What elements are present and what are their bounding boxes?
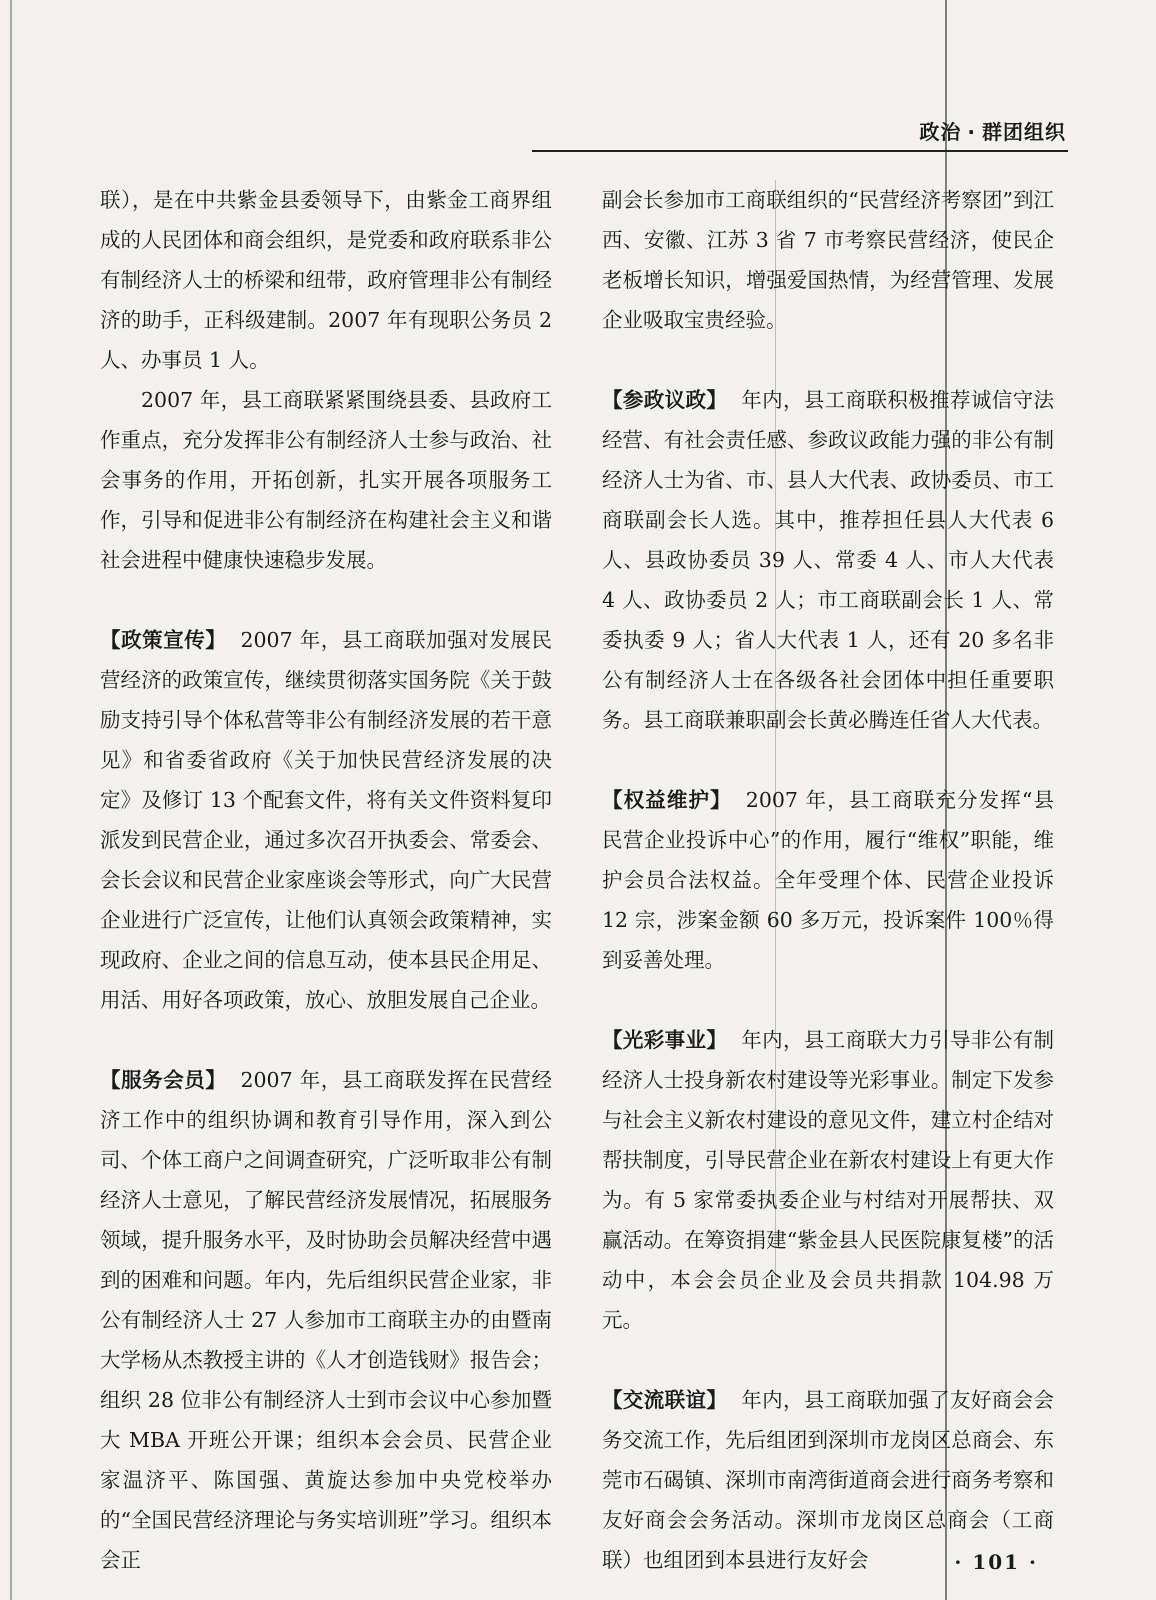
- section-title: 【参政议政】: [602, 388, 728, 412]
- section-text: 年内，县工商联加强了友好商会会务交流工作，先后组团到深圳市龙岗区总商会、东莞市石碣镇、深圳市南湾街道商会进行商务考察和友好商会会务活动。深圳市龙岗区总商会（工商联）也组团到本县进行友好会: [602, 1388, 1054, 1572]
- section-text: 2007 年，县工商联充分发挥“县民营企业投诉中心”的作用，履行“维权”职能，维护会员合法权益。全年受理个体、民营企业投诉 12 宗，涉案金额 60 多万元，投诉案件 100％得到妥善处理。: [602, 788, 1055, 972]
- section-member-service: [100, 1060, 552, 1580]
- section-text: 年内，县工商联积极推荐诚信守法经营、有社会责任感、参政议政能力强的非公有制经济人士为省、市、县人大代表、政协委员、市工商联副会长人选。其中，推荐担任县人大代表 6 人、县政协委员 39 人、常委 4 人、市人大代表 4 人、政协委员 2 人；市工商联副会长 1 人、常委执委 9 人；省人大代表 1 人，还有 20 多名非公有制经济人士在各级各社会团体中担任重要职务。县工商联兼职副会长黄必腾连任省人大代表。: [602, 388, 1054, 732]
- left-column: [100, 180, 552, 1580]
- section-text: 2007 年，县工商联发挥在民营经济工作中的组织协调和教育引导作用，深入到公司、个体工商户之间调查研究，广泛听取非公有制经济人士意见，了解民营经济发展情况，拓展服务领域，提升服务水平，及时协助会员解决经营中遇到的困难和问题。年内，先后组织民营企业家，非公有制经济人士 27 人参加市工商联主办的由暨南大学杨从杰教授主讲的《人才创造钱财》报告会；组织 28 位非公有制经济人士到市会议中心参加暨大 MBA 开班公开课；组织本会会员、民营企业家温济平、陈国强、黄旋达参加中央党校举办的“全国民营经济理论与务实培训班”学习。组织本会正: [100, 1068, 552, 1572]
- section-text: 2007 年，县工商联加强对发展民营经济的政策宣传，继续贯彻落实国务院《关于鼓励支持引导个体私营等非公有制经济发展的若干意见》和省委省政府《关于加快民营经济发展的决定》及修订 13 个配套文件，将有关文件资料复印派发到民营企业，通过多次召开执委会、常委会、会长会议和民营企业家座谈会等形式，向广大民营企业进行广泛宣传，让他们认真领会政策精神，实现政府、企业之间的信息互动，使本县民企用足、用活、用好各项政策，放心、放胆发展自己企业。: [100, 628, 552, 1012]
- section-title: 【权益维护】: [602, 788, 732, 812]
- section-political-participation: [602, 380, 1054, 740]
- section-text: 年内，县工商联大力引导非公有制经济人士投身新农村建设等光彩事业。制定下发参与社会主义新农村建设的意见文件，建立村企结对帮扶制度，引导民营企业在新农村建设上有更大作为。有 5 家常委执委企业与村结对开展帮扶、双赢活动。在筹资捐建“紫金县人民医院康复楼”的活动中，本会会员企业及会员共捐款 104.98 万元。: [602, 1028, 1054, 1332]
- scan-edge-line: [10, 0, 12, 1600]
- section-title: 【服务会员】: [100, 1068, 227, 1092]
- left-paragraph-2: 2007 年，县工商联紧紧围绕县委、县政府工作重点，充分发挥非公有制经济人士参与政治、社会事务的作用，开拓创新，扎实开展各项服务工作，引导和促进非公有制经济在构建社会主义和谐社会进程中健康快速稳步发展。: [100, 388, 552, 572]
- section-guangcai-cause: [602, 1020, 1054, 1340]
- right-paragraph-1: 副会长参加市工商联组织的“民营经济考察团”到江西、安徽、江苏 3 省 7 市考察民营经济，使民企老板增长知识，增强爱国热情，为经营管理、发展企业吸取宝贵经验。: [602, 188, 1054, 332]
- header-rule: [532, 150, 1068, 152]
- header-sub-title: 群团组织: [982, 120, 1066, 144]
- section-title: 【政策宣传】: [100, 628, 227, 652]
- header-main-title: 政治: [919, 120, 962, 144]
- section-rights-protection: [602, 780, 1054, 980]
- section-title: 【交流联谊】: [602, 1388, 728, 1412]
- header-separator: ·: [967, 120, 976, 144]
- left-paragraph-1: 联），是在中共紫金县委领导下，由紫金工商界组成的人民团体和商会组织，是党委和政府联系非公有制经济人士的桥梁和纽带，政府管理非公有制经济的助手，正科级建制。2007 年有现职公务员 2 人、办事员 1 人。: [100, 188, 552, 372]
- right-column: [602, 180, 1054, 1580]
- section-title: 【光彩事业】: [602, 1028, 728, 1052]
- page-number: · 101 ·: [954, 1550, 1038, 1574]
- section-policy-publicity: [100, 620, 552, 1020]
- running-header: [919, 116, 1066, 145]
